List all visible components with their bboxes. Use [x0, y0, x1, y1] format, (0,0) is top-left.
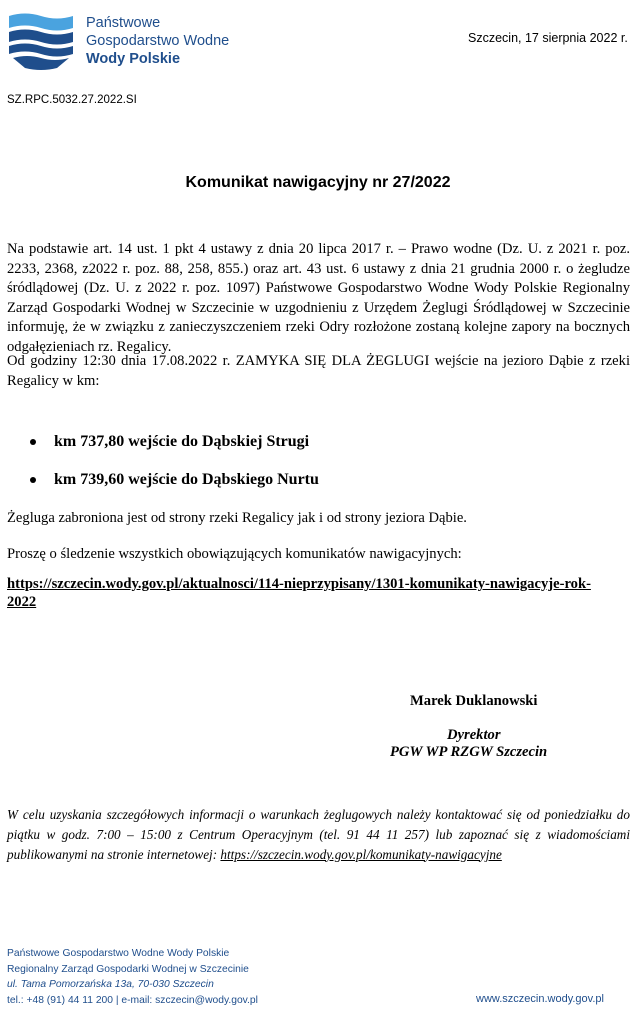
document-date: Szczecin, 17 sierpnia 2022 r. — [468, 31, 628, 45]
signature-organization: PGW WP RZGW Szczecin — [390, 744, 548, 760]
footer-website[interactable]: www.szczecin.wody.gov.pl — [476, 993, 604, 1005]
document-title: Komunikat nawigacyjny nr 27/2022 — [185, 174, 451, 191]
logo-wordmark — [86, 14, 229, 68]
contact-info-text: W celu uzyskania szczegółowych informacji o warunkach żeglugowych należy kontaktować się od poniedziałku do piątku w godz. 7:00 – 15:00 z Centrum Operacyjnym (tel. 91 44 11 257) lub zapoznać się z wiadomościami publikowanymi na stronie internetowej: — [7, 807, 630, 862]
signature-name: Marek Duklanowski — [410, 693, 538, 709]
bullet-icon — [30, 439, 36, 445]
bullet-icon — [30, 477, 36, 483]
list-item-text: km 739,60 wejście do Dąbskiego Nurtu — [54, 471, 319, 488]
footer-line-1: Państwowe Gospodarstwo Wodne Wody Polskie — [7, 948, 230, 959]
contact-info-note — [7, 805, 630, 864]
paragraph-follow-notices: Proszę o śledzenie wszystkich obowiązujących komunikatów nawigacyjnych: — [7, 546, 462, 562]
paragraph-closure: Od godziny 12:30 dnia 17.08.2022 r. ZAMYKA SIĘ DLA ŻEGLUGI wejście na jezioro Dąbie z rzeki Regalicy w km: — [7, 353, 630, 389]
footer-line-2: Regionalny Zarząd Gospodarki Wodnej w Szczecinie — [7, 963, 249, 975]
notices-link[interactable]: https://szczecin.wody.gov.pl/aktualnosci/114-nieprzypisany/1301-komunikaty-nawigacyje-rok-2022 — [7, 576, 591, 610]
footer-address — [7, 946, 258, 1008]
list-item — [30, 470, 319, 490]
reference-number: SZ.RPC.5032.27.2022.SI — [7, 94, 137, 106]
logo-line-3: Wody Polskie — [86, 51, 181, 67]
wody-polskie-logo-icon — [7, 12, 75, 72]
list-item — [30, 432, 319, 452]
closure-list — [30, 432, 319, 508]
list-item-text: km 737,80 wejście do Dąbskiej Strugi — [54, 433, 310, 450]
paragraph-prohibition: Żegluga zabroniona jest od strony rzeki Regalicy jak i od strony jeziora Dąbie. — [7, 510, 467, 526]
logo-line-2: Gospodarstwo Wodne — [86, 33, 230, 49]
logo-line-1: Państwowe — [86, 15, 161, 31]
signature-role: Dyrektor — [447, 727, 501, 743]
footer-line-4: tel.: +48 (91) 44 11 200 | e-mail: szczecin@wody.gov.pl — [7, 994, 258, 1006]
footer-line-3: ul. Tama Pomorzańska 13a, 70-030 Szczecin — [7, 979, 214, 990]
contact-info-link[interactable]: https://szczecin.wody.gov.pl/komunikaty-nawigacyjne — [220, 846, 502, 862]
paragraph-legal-basis: Na podstawie art. 14 ust. 1 pkt 4 ustawy z dnia 20 lipca 2017 r. – Prawo wodne (Dz. U. z 2021 r. poz. 2233, 2368, z2022 r. poz. 88, 258, 855.) oraz art. 43 ust. 6 ustawy z dnia 21 grudnia 2000 r. o żegludze śródlądowej (Dz. U. z 2022 r. poz. 1097) Państwowe Gospodarstwo Wodne Wody Polskie Regionalny Zarząd Gospodarki Wodnej w Szczecinie w uzgodnieniu z Urzędem Żeglugi Śródlądowej w Szczecinie informuję, że w związku z zanieczyszczeniem rzeki Odry rozłożone zostaną kolejne zapory na bocznych odgałęzieniach rz. Regalicy. — [7, 241, 630, 355]
